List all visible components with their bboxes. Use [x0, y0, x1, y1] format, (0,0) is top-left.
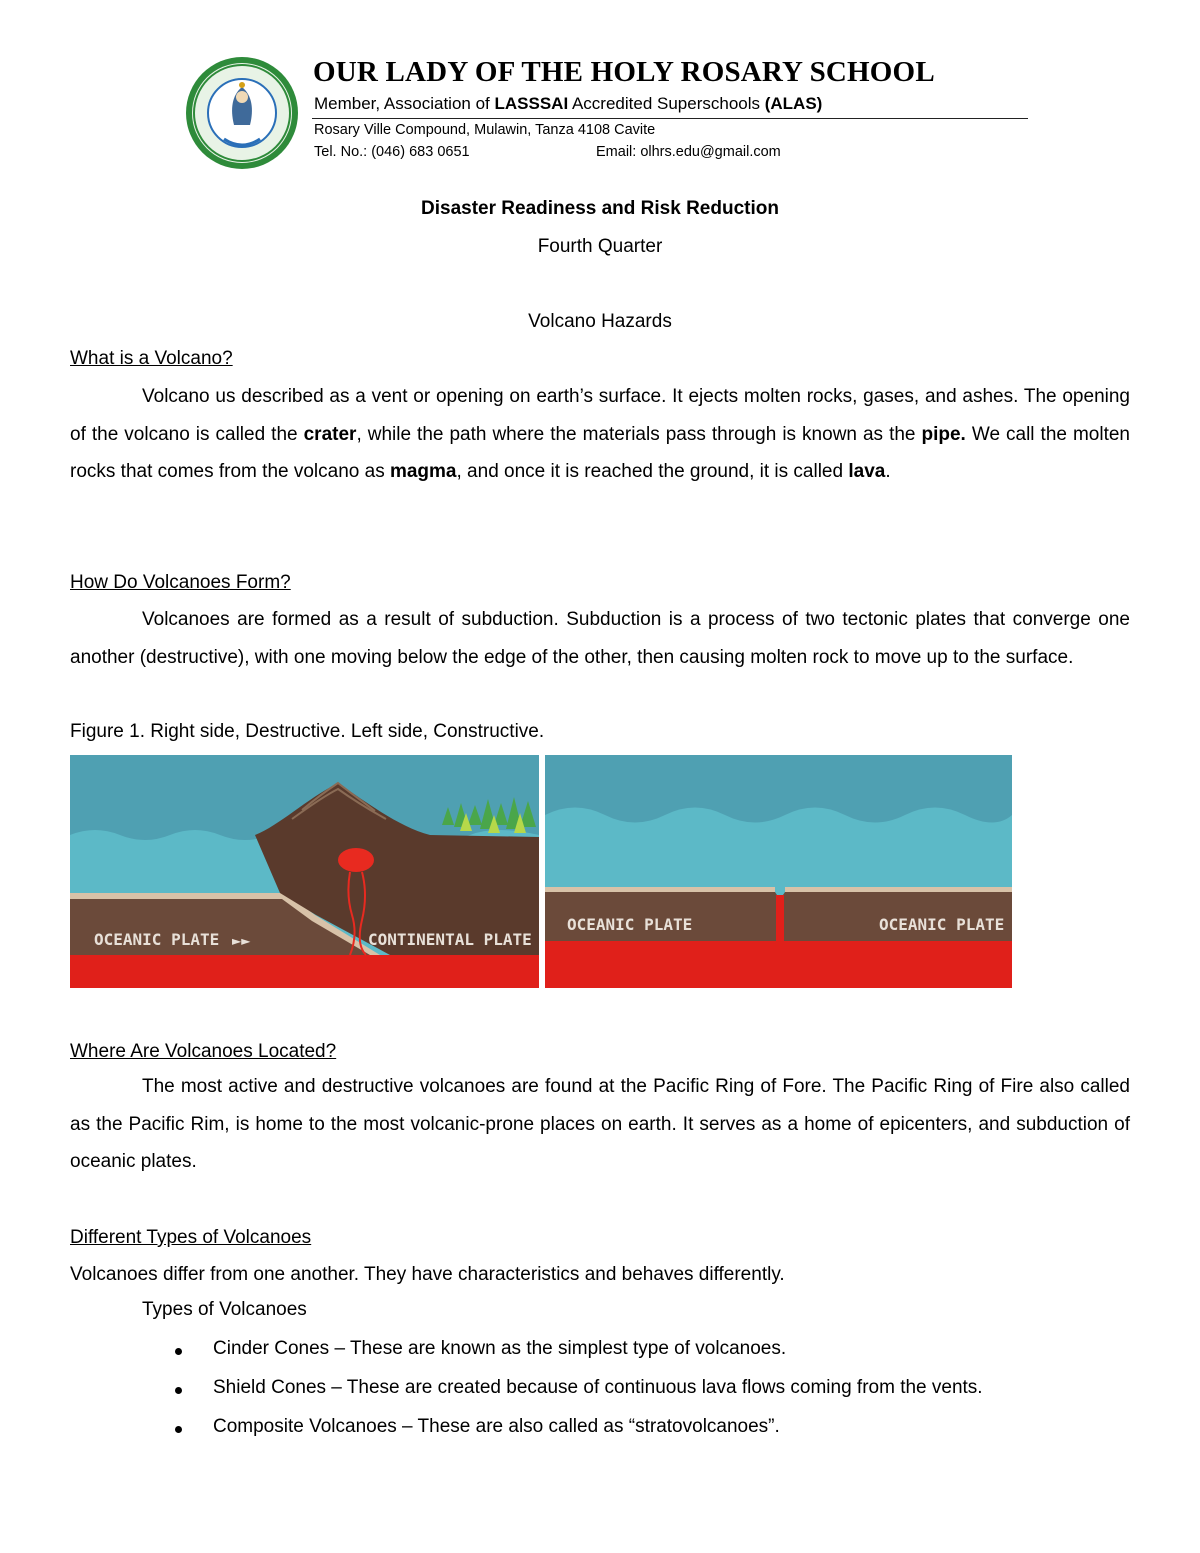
school-telephone: Tel. No.: (046) 683 0651 — [314, 144, 470, 160]
para-text: , while the path where the materials pass through is known as the — [356, 423, 922, 445]
bullet-icon — [175, 1387, 182, 1394]
bullet-icon — [175, 1426, 182, 1433]
term-magma: magma — [389, 461, 457, 482]
term-pipe: pipe. — [921, 423, 966, 445]
membership-strong: LASSSAI — [494, 94, 569, 113]
label-oceanic-plate-right: OCEANIC PLATE — [879, 915, 1005, 934]
list-item-text: Cinder Cones – These are known as the simplest type of volcanoes. — [213, 1338, 787, 1359]
list-item-text: Composite Volcanoes – These are also called as “stratovolcanoes”. — [213, 1416, 780, 1437]
label-oceanic-plate: OCEANIC PLATE — [94, 930, 220, 949]
heading-types-of-volcanoes: Different Types of Volcanoes — [70, 1227, 312, 1248]
figure-caption: Figure 1. Right side, Destructive. Left side, Constructive. — [70, 721, 545, 742]
subduction-diagram — [70, 755, 539, 988]
label-continental-plate: CONTINENTAL PLATE — [368, 930, 532, 949]
subject-title: Disaster Readiness and Risk Reduction — [421, 198, 779, 219]
divergent-diagram — [545, 755, 1012, 988]
plate-direction-arrow-icon: ►► — [232, 934, 251, 948]
heading-where-volcanoes-located: Where Are Volcanoes Located? — [70, 1041, 337, 1062]
topic-title: Volcano Hazards — [528, 311, 672, 332]
school-name: OUR LADY OF THE HOLY ROSARY SCHOOL — [313, 56, 935, 88]
header-divider — [312, 118, 1028, 119]
membership-line — [314, 94, 822, 114]
list-item-text: Shield Cones – These are created because of continuous lava flows coming from the vents. — [213, 1377, 983, 1398]
para-text: We call the molten rocks that comes from the volcano as — [70, 423, 1130, 482]
school-email: Email: olhrs.edu@gmail.com — [596, 144, 781, 160]
membership-prefix: Member, Association of — [314, 94, 495, 113]
para-text: Volcano us described as a vent or opening on earth’s surface. It ejects molten rocks, gases, and ashes. The opening of the volcano is called the — [70, 386, 1130, 445]
types-label: Types of Volcanoes — [142, 1299, 307, 1320]
types-intro: Volcanoes differ from one another. They have characteristics and behaves differently. — [70, 1264, 785, 1285]
term-crater: crater — [303, 423, 357, 445]
school-logo-seal-icon — [184, 55, 300, 171]
heading-how-volcanoes-form: How Do Volcanoes Form? — [70, 572, 291, 593]
paragraph-where-volcanoes-located: The most active and destructive volcanoes are found at the Pacific Ring of Fore. The Pacific Ring of Fire also called as the Pacific Rim, is home to the most volcanic-prone places on earth. It serves as a home of epicenters, and subduction of oceanic plates. — [70, 1076, 1130, 1172]
figure-destructive-boundary — [70, 755, 539, 988]
bullet-icon — [175, 1348, 182, 1355]
membership-mid: Accredited Superschools — [568, 94, 765, 113]
figure-constructive-boundary — [545, 755, 1012, 988]
paragraph-what-is-volcano — [70, 378, 1130, 491]
para-text: , and once it is reached the ground, it is called — [456, 461, 849, 482]
para-text: . — [885, 461, 891, 482]
paragraph-how-volcanoes-form: Volcanoes are formed as a result of subduction. Subduction is a process of two tectonic plates that converge one another (destructive), with one moving below the edge of the other, then causing molten rock to move up to the surface. — [70, 609, 1130, 668]
term-lava: lava — [848, 461, 886, 482]
school-address: Rosary Ville Compound, Mulawin, Tanza 4108 Cavite — [314, 122, 656, 138]
label-oceanic-plate-left: OCEANIC PLATE — [567, 915, 693, 934]
membership-alas: (ALAS) — [764, 94, 823, 113]
heading-what-is-volcano: What is a Volcano? — [70, 348, 233, 369]
quarter-title: Fourth Quarter — [537, 236, 663, 257]
